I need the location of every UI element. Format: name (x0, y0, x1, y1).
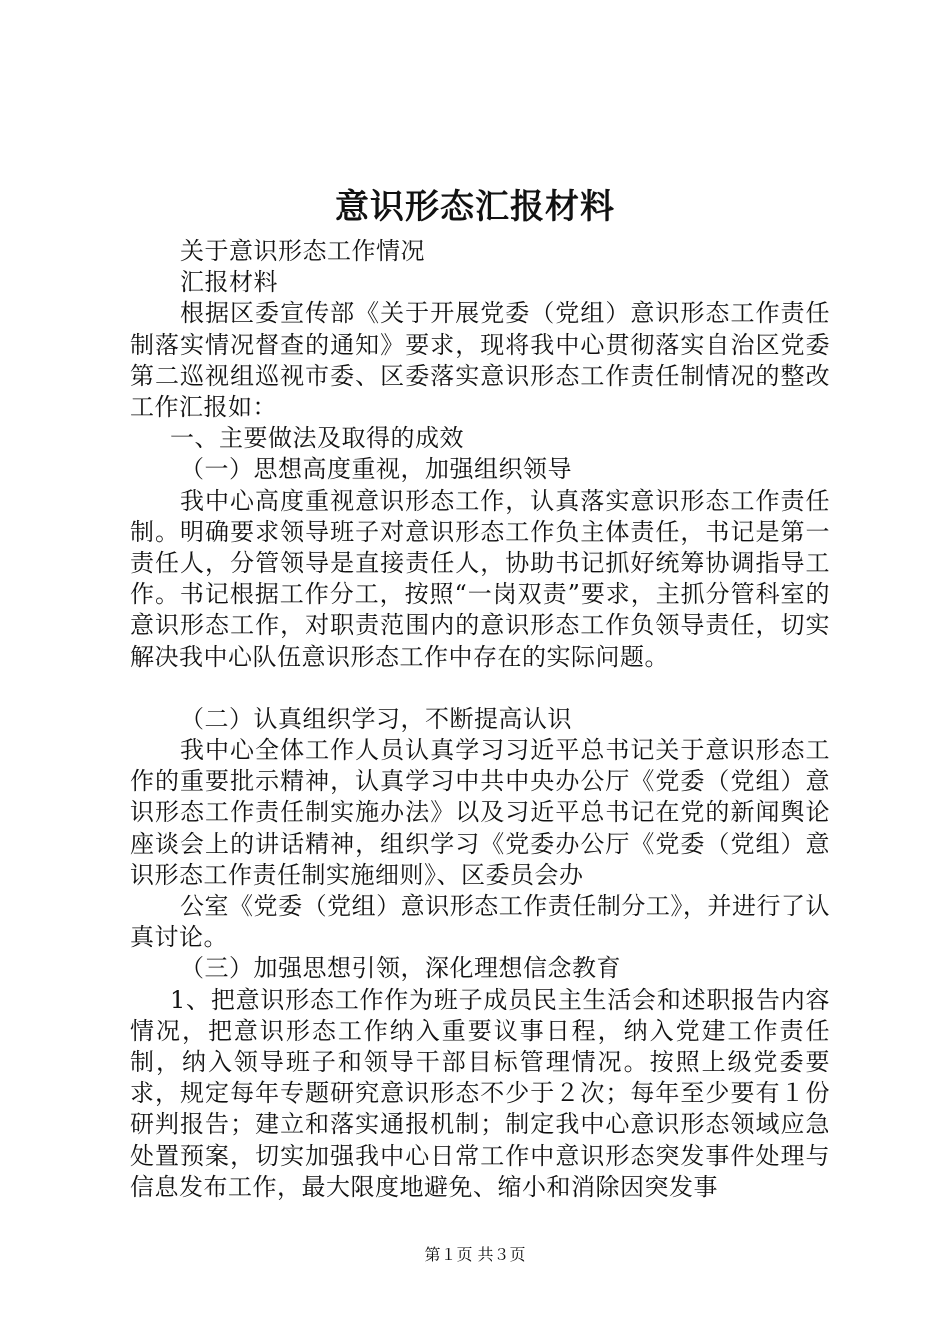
subsection-heading-3: （三）加强思想引领，深化理想信念教育 (180, 954, 621, 983)
subtitle-line-1: 关于意识形态工作情况 (180, 237, 425, 265)
subsection-heading-1: （一）思想高度重视，加强组织领导 (180, 455, 572, 484)
paragraph-leadership: 我中心高度重视意识形态工作，认真落实意识形态工作责任制。明确要求领导班子对意识形态工作负主体责任，书记是第一责任人，分管领导是直接责任人，协助书记抓好统筹协调指导工作。书记根据工作分工，按照“一岗双责”要求，主抓分管科室的意识形态工作，对职责范围内的意识形态工作负领导责任，切实解决我中心队伍意识形态工作中存在的实际问题。 (130, 486, 830, 671)
paragraph-study: 我中心全体工作人员认真学习习近平总书记关于意识形态工作的重要批示精神，认真学习中共中央办公厅《党委（党组）意识形态工作责任制实施办法》以及习近平总书记在党的新闻舆论座谈会上的讲话精神，组织学习《党委办公厅《党委（党组）意识形态工作责任制实施细则》、区委员会办 (130, 736, 830, 889)
paragraph-intro: 根据区委宣传部《关于开展党委（党组）意识形态工作责任制落实情况督查的通知》要求，现将我中心贯彻落实自治区党委第二巡视组巡视市委、区委落实意识形态工作责任制情况的整改工作汇报如： (130, 299, 830, 422)
subsection-heading-2: （二）认真组织学习，不断提高认识 (180, 704, 572, 733)
subtitle-line-2: 汇报材料 (180, 268, 278, 297)
paragraph-study-continued: 公室《党委（党组）意识形态工作责任制分工》，并进行了认真讨论。 (130, 892, 830, 952)
section-heading-1: 一、主要做法及取得的成效 (170, 424, 464, 453)
page-number-footer: 第１页 共３页 (424, 1245, 526, 1264)
paragraph-item-1: 1、把意识形态工作作为班子成员民主生活会和述职报告内容情况，把意识形态工作纳入重要议事日程，纳入党建工作责任制，纳入领导班子和领导干部目标管理情况。按照上级党委要求，规定每年专题研究意识形态不少于２次；每年至少要有１份研判报告；建立和落实通报机制；制定我中心意识形态领域应急处置预案，切实加强我中心日常工作中意识形态突发事件处理与信息发布工作，最大限度地避免、缩小和消除因突发事 (130, 985, 830, 1201)
document-title: 意识形态汇报材料 (335, 187, 615, 227)
document-body (130, 236, 830, 1203)
